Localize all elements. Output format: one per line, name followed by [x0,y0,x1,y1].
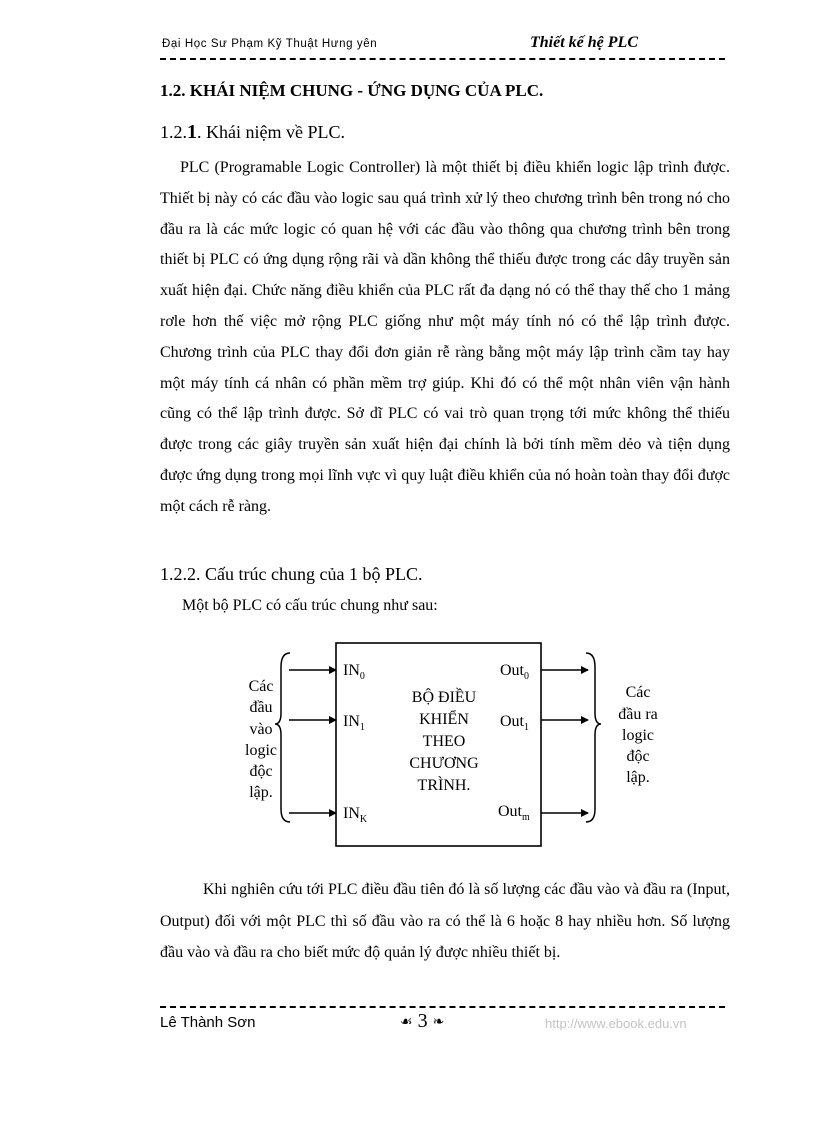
output-port-0: Out$_0$ [500,662,529,682]
paragraph-plc-definition: PLC (Programable Logic Controller) là một thiết bị điều khiển logic lập trình được. Thiết bị này có các đầu vào logic sau quá trình xử lý theo chương trình bên trong nó cho đầu ra là các mức logic có quan hệ với các đầu vào thông qua chương trình bên trong thiết bị PLC có ứng dụng rộng rãi và dần không thể thiếu được trong các dây truyền sản xuất hiện đại. Chức năng điều khiển của PLC rất đa dạng nó có thể thay thế cho 1 mảng rơle hơn thế việc mở rộng PLC giống như một máy tính nó có thể lập trình được. Chương trình của PLC thay đổi đơn giản rễ ràng bằng một máy lập trình cầm tay hay một máy tính cá nhân có phần mềm trợ giúp. Khi đó có thể một nhân viên vận hành cũng có thể lập trình được. Sở dĩ PLC có vai trò quan trọng tới mức không thể thiếu được trong các giây truyền sản xuất hiện đại chính là bởi tính mềm dẻo và tiện dụng được ứng dụng trong mọi lĩnh vực vì quy luật điều khiển của nó hoàn toàn thay đổi được một cách rễ ràng. [160,159,730,515]
paragraph-io-count: Khi nghiên cứu tới PLC điều đầu tiên đó là số lượng các đầu vào và đầu ra (Input, Output) đối với một PLC thì số đầu vào ra có thể là 6 hoặc 8 hay nhiều hơn. Số lượng đầu vào và đầu ra cho biết mức độ quản lý được nhiều thiết bị. [160,881,730,961]
controller-label-line: KHIỂN [419,711,469,728]
inputs-label-line: vào [249,721,273,738]
footer-divider [160,1006,725,1008]
controller-label-line: CHƯƠNG [409,755,479,772]
inputs-label-line: lập. [249,784,273,801]
diagram-intro: Một bộ PLC có cấu trúc chung như sau: [182,597,438,614]
input-port-0: $IN_0$ [343,662,365,682]
input-port-k: $IN_K$ [343,805,368,825]
plc-structure-diagram [0,630,816,900]
ornament-left-icon: ☙ [400,1014,413,1030]
header-divider [160,58,725,60]
section-title: 1.2. KHÁI NIỆM CHUNG - ỨNG DỤNG CỦA PLC. [160,81,544,100]
controller-label-line: TRÌNH. [417,777,471,794]
footer-url: http://www.ebook.edu.vn [545,1016,687,1031]
ornament-right-icon: ❧ [432,1014,445,1030]
header-document-title: Thiết kế hệ PLC [530,34,638,51]
subheading-number: 1 [187,121,197,143]
footer-page-number [400,1010,444,1033]
header-school: Đại Học Sư Phạm Kỹ Thuật Hưng yên [162,38,378,50]
inputs-label-line: Các [248,678,274,695]
controller-label-line: BỘ ĐIỀU [411,689,477,706]
output-port-1: Out$_1$ [500,713,529,733]
outputs-label-line: đầu ra [618,706,658,723]
footer-author: Lê Thành Sơn [160,1014,256,1031]
outputs-label-line: độc [626,748,650,765]
inputs-label-line: độc [249,763,273,780]
inputs-label-line: logic [245,742,277,759]
outputs-label-line: lập. [626,769,650,786]
subheading-structure: 1.2.2. Cấu trúc chung của 1 bộ PLC. [160,564,423,584]
subheading-concept [160,121,345,144]
output-brace [586,653,601,822]
output-port-m: Out$_m$ [498,803,530,823]
outputs-label-line: Các [625,684,651,701]
page-number: 3 [417,1010,428,1032]
subheading-text: . Khái niệm về PLC. [197,122,345,142]
inputs-label-line: đầu [249,699,273,716]
outputs-label-line: logic [622,727,654,744]
input-brace [275,653,290,822]
input-port-1: $IN_1$ [343,713,365,733]
controller-label-line: THEO [422,733,466,750]
subheading-prefix: 1.2. [160,122,187,142]
